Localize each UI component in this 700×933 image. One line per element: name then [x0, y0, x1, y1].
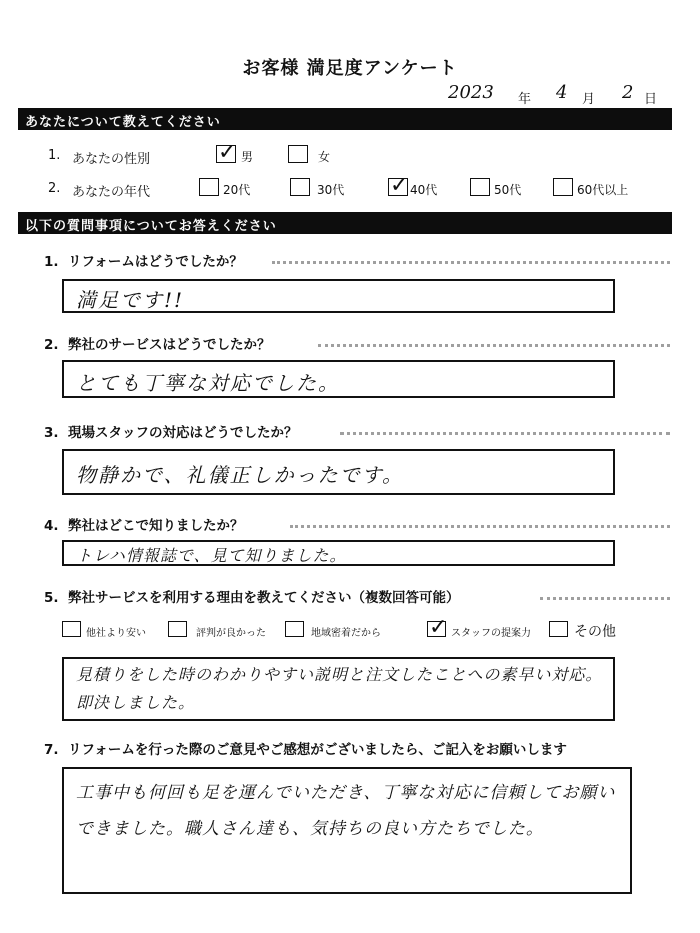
option-staff-proposal-label: スタッフの提案力 — [451, 628, 531, 639]
option-reputation-label: 評判が良かった — [196, 628, 266, 639]
answer-5-text: 見積りをした時のわかりやすい説明と注文したことへの素早い対応。即決しました。 — [76, 665, 603, 712]
question-7-number: 7. — [44, 742, 59, 758]
question-1-number: 1. — [44, 254, 59, 270]
dotted-divider — [340, 425, 670, 435]
answer-box-5[interactable] — [62, 657, 615, 721]
checkbox-reputation[interactable] — [168, 621, 187, 637]
option-male-label: 男 — [241, 150, 254, 164]
option-age-50s-label: 50代 — [494, 183, 522, 197]
checkbox-local[interactable] — [285, 621, 304, 637]
about-q1-number: 1. — [48, 148, 61, 163]
checkmark-icon: ✓ — [390, 173, 409, 198]
question-3-heading — [44, 421, 298, 441]
about-q1-label: あなたの性別 — [72, 152, 151, 167]
date-year-unit: 年 — [518, 92, 532, 107]
dotted-divider — [540, 590, 670, 600]
question-5-heading — [44, 586, 460, 606]
question-3-number: 3. — [44, 425, 59, 441]
question-7-label: リフォームを行った際のご意見やご感想がございましたら、ご記入をお願いします — [68, 742, 567, 758]
answer-box-2[interactable] — [62, 360, 615, 398]
section-header-questions: 以下の質問事項についてお答えください — [18, 212, 672, 234]
checkbox-age-20s[interactable] — [199, 178, 219, 196]
date-month-unit: 月 — [582, 92, 596, 107]
question-4-heading — [44, 514, 244, 534]
option-other-label: その他 — [574, 624, 616, 640]
answer-7-text: 工事中も何回も足を運んでいただき、丁寧な対応に信頼してお願いできました。職人さん達も、気持ちの良い方たちでした。 — [76, 783, 616, 839]
section-header-about: あなたについて教えてください — [18, 108, 672, 130]
question-2-label: 弊社のサービスはどうでしたか？ — [68, 337, 271, 353]
question-3-label: 現場スタッフの対応はどうでしたか？ — [68, 425, 298, 441]
question-2-heading — [44, 333, 271, 353]
checkbox-age-60s-plus[interactable] — [553, 178, 573, 196]
checkmark-icon: ✓ — [218, 140, 237, 165]
checkbox-other[interactable] — [549, 621, 568, 637]
checkbox-age-50s[interactable] — [470, 178, 490, 196]
answer-4-text: トレハ情報誌で、見て知りました。 — [76, 546, 347, 565]
survey-title: お客様 満足度アンケート — [242, 58, 458, 79]
checkbox-female[interactable] — [288, 145, 308, 163]
answer-1-text: 満足です!! — [76, 288, 185, 312]
about-q2-number: 2. — [48, 181, 61, 196]
date-day: 2 — [622, 82, 634, 103]
question-5-label: 弊社サービスを利用する理由を教えてください（複数回答可能） — [68, 590, 460, 606]
date-day-unit: 日 — [644, 92, 658, 107]
about-q2-label: あなたの年代 — [72, 185, 151, 200]
checkbox-age-40s[interactable] — [388, 173, 409, 198]
question-7-heading — [44, 738, 567, 758]
answer-box-7[interactable] — [62, 767, 632, 894]
option-age-20s-label: 20代 — [223, 183, 251, 197]
option-age-40s-label: 40代 — [410, 183, 438, 197]
dotted-divider — [272, 254, 670, 264]
option-local-label: 地域密着だから — [311, 628, 381, 639]
dotted-divider — [318, 337, 670, 347]
option-cheaper-label: 他社より安い — [86, 628, 146, 639]
option-age-60s-plus-label: 60代以上 — [577, 183, 629, 197]
option-female-label: 女 — [318, 150, 331, 164]
answer-box-3[interactable] — [62, 449, 615, 495]
question-1-label: リフォームはどうでしたか？ — [68, 254, 243, 270]
option-age-30s-label: 30代 — [317, 183, 345, 197]
question-4-number: 4. — [44, 518, 59, 534]
checkbox-cheaper[interactable] — [62, 621, 81, 637]
date-month: 4 — [556, 82, 568, 103]
checkbox-staff-proposal[interactable] — [427, 615, 448, 640]
checkbox-age-30s[interactable] — [290, 178, 310, 196]
question-4-label: 弊社はどこで知りましたか？ — [68, 518, 244, 534]
answer-box-1[interactable] — [62, 279, 615, 313]
answer-box-4[interactable] — [62, 540, 615, 566]
answer-2-text: とても丁寧な対応でした。 — [76, 371, 340, 395]
date-year: 2023 — [448, 82, 494, 103]
checkbox-male[interactable] — [216, 140, 237, 165]
question-1-heading — [44, 250, 243, 270]
question-2-number: 2. — [44, 337, 59, 353]
checkmark-icon: ✓ — [429, 615, 448, 640]
answer-3-text: 物静かで、礼儀正しかったです。 — [76, 463, 404, 487]
dotted-divider — [290, 518, 670, 528]
question-5-number: 5. — [44, 590, 59, 606]
